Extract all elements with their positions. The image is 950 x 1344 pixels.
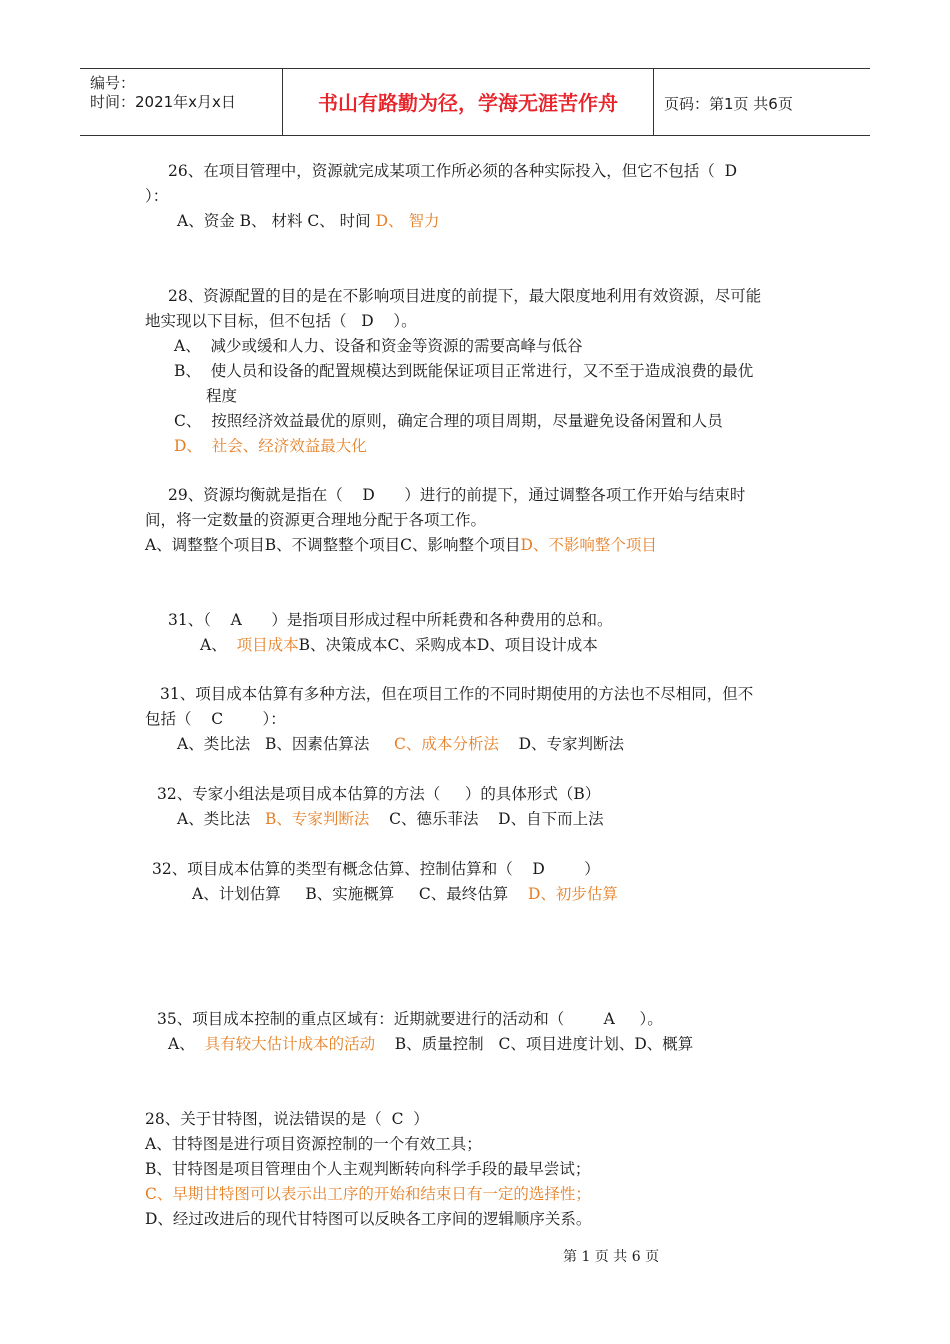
text-line <box>145 709 286 729</box>
text-line <box>145 186 168 206</box>
document-date: 时间：2021年x月x日 <box>90 93 236 111</box>
line-text-after: D、专家判断法 <box>498 735 625 753</box>
text-line <box>145 1134 482 1154</box>
line-text-after: C、德乐菲法 D、自下而上法 <box>369 810 604 828</box>
line-text: 地实现以下目标，但不包括（ D ）。 <box>145 312 417 330</box>
text-line <box>152 859 600 879</box>
text-line <box>157 1009 663 1029</box>
answer-highlight: 项目成本 <box>236 636 299 654</box>
header-page-info: 页码：第1页 共6页 <box>664 95 793 113</box>
line-text: C、 按照经济效益最优的原则，确定合理的项目周期，尽量避免设备闲置和人员 <box>174 412 723 430</box>
text-line <box>168 485 745 505</box>
line-text: A、 <box>200 636 237 654</box>
document-header <box>80 68 870 136</box>
text-line <box>168 1034 693 1054</box>
text-line <box>177 211 439 231</box>
line-text: 包括（ C ）： <box>145 710 286 728</box>
line-text: A、类比法 <box>177 810 265 828</box>
text-line <box>145 510 486 530</box>
text-line <box>145 1159 590 1179</box>
text-line <box>174 361 753 381</box>
line-text: A、甘特图是进行项目资源控制的一个有效工具； <box>145 1135 482 1153</box>
answer-highlight: D、 社会、经济效益最大化 <box>174 437 367 455</box>
line-text: B、甘特图是项目管理由个人主观判断转向科学手段的最早尝试； <box>145 1160 591 1178</box>
line-text: 间，将一定数量的资源更合理地分配于各项工作。 <box>145 511 487 529</box>
text-line <box>177 809 604 829</box>
line-text: A、计划估算 B、实施概算 C、最终估算 <box>192 885 528 903</box>
line-text: 32、项目成本估算的类型有概念估算、控制估算和（ D ） <box>152 860 600 878</box>
answer-highlight: C、成本分析法 <box>394 735 499 753</box>
line-text: A、调整整个项目B、不调整整个项目C、影响整个项目 <box>145 536 521 554</box>
line-text: D、经过改进后的现代甘特图可以反映各工序间的逻辑顺序关系。 <box>145 1210 592 1228</box>
line-text-after: B、决策成本C、采购成本D、项目设计成本 <box>298 636 598 654</box>
text-line <box>168 161 737 181</box>
text-line <box>200 635 598 655</box>
text-line <box>157 784 600 804</box>
line-text: A、资金 B、 材料 C、 时间 <box>177 212 376 230</box>
text-line <box>192 884 618 904</box>
text-line <box>174 436 367 456</box>
answer-highlight: D、初步估算 <box>527 885 618 903</box>
text-line <box>160 684 753 704</box>
text-line <box>145 535 657 555</box>
answer-highlight: C、早期甘特图可以表示出工序的开始和结束日有一定的选择性； <box>145 1185 591 1203</box>
text-line <box>206 386 237 406</box>
answer-highlight: 具有较大估计成本的活动 <box>204 1035 376 1053</box>
line-text: 28、关于甘特图，说法错误的是（ C ） <box>145 1110 429 1128</box>
text-line <box>168 286 761 306</box>
text-line <box>174 411 723 431</box>
text-line <box>168 610 612 630</box>
line-text: 26、在项目管理中，资源就完成某项工作所必须的各种实际投入，但它不包括（ D <box>168 162 738 180</box>
line-text: A、类比法 B、因素估算法 <box>177 735 395 753</box>
line-text: 32、专家小组法是项目成本估算的方法（ ）的具体形式（B） <box>157 785 601 803</box>
line-text: 35、项目成本控制的重点区域有：近期就要进行的活动和（ A ）。 <box>157 1010 663 1028</box>
text-line <box>145 1209 591 1229</box>
text-line <box>174 336 583 356</box>
text-line <box>145 311 417 331</box>
line-text: A、 减少或缓和人力、设备和资金等资源的需要高峰与低谷 <box>174 337 583 355</box>
line-text: 31、项目成本估算有多种方法，但在项目工作的不同时期使用的方法也不尽相同，但不 <box>160 685 754 703</box>
line-text: 29、资源均衡就是指在（ D ）进行的前提下，通过调整各项工作开始与结束时 <box>168 486 746 504</box>
line-text: 28、资源配置的目的是在不影响项目进度的前提下，最大限度地利用有效资源，尽可能 <box>168 287 762 305</box>
text-line <box>145 1109 429 1129</box>
answer-highlight: D、不影响整个项目 <box>520 536 657 554</box>
header-motto: 书山有路勤为径，学海无涯苦作舟 <box>282 69 654 135</box>
answer-highlight: B、专家判断法 <box>264 810 370 828</box>
line-text: A、 <box>168 1035 205 1053</box>
text-line <box>177 734 624 754</box>
line-text: 程度 <box>206 387 238 405</box>
header-meta <box>80 69 282 135</box>
page-footer: 第 1 页 共 6 页 <box>563 1249 660 1265</box>
answer-highlight: D、 智力 <box>375 212 440 230</box>
line-text: B、 使人员和设备的配置规模达到既能保证项目正常进行，又不至于造成浪费的最优 <box>174 362 754 380</box>
text-line <box>145 1184 591 1204</box>
line-text: ）： <box>145 187 169 205</box>
line-text-after: B、质量控制 C、项目进度计划、D、概算 <box>375 1035 694 1053</box>
line-text: 31、（ A ）是指项目形成过程中所耗费和各种费用的总和。 <box>168 611 613 629</box>
document-number: 编号： <box>90 74 136 92</box>
